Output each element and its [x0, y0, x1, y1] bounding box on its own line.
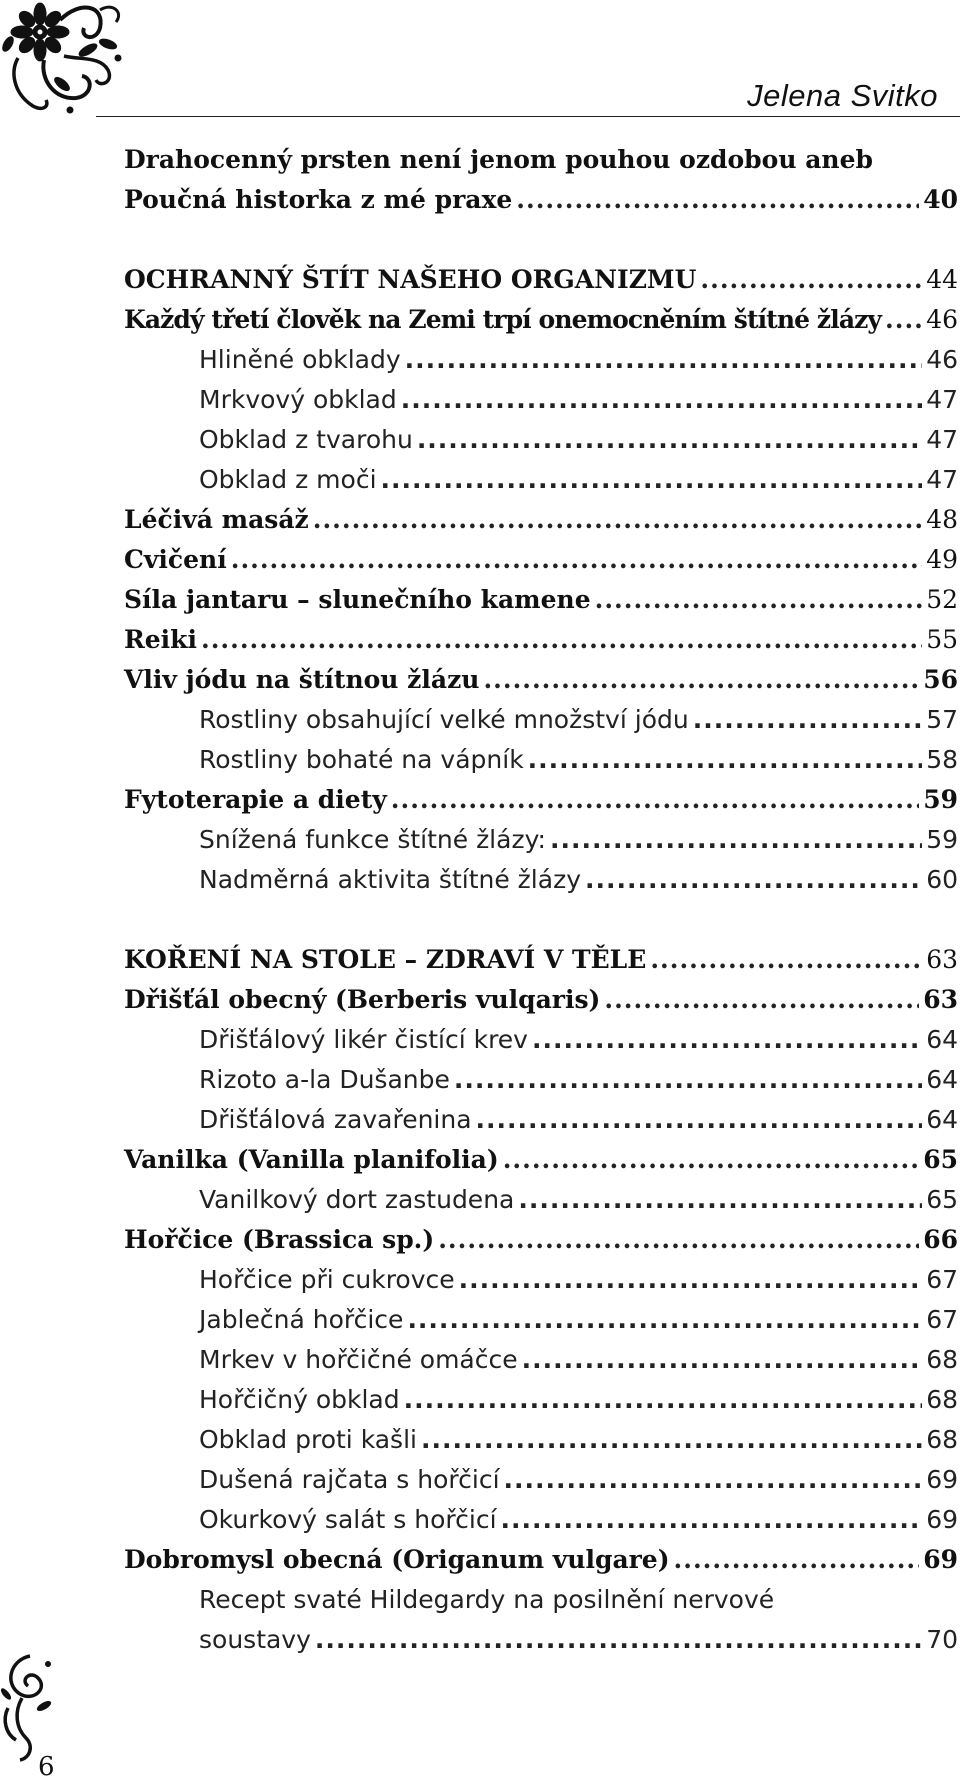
author-name: Jelena Svitko	[747, 78, 938, 113]
toc-entry[interactable]	[124, 300, 958, 340]
dot-leader	[650, 940, 922, 980]
toc-entry[interactable]	[124, 180, 958, 220]
dot-leader	[407, 1300, 922, 1340]
dot-leader	[504, 1460, 923, 1500]
dot-leader	[501, 1500, 923, 1540]
dot-leader	[401, 380, 922, 420]
dot-leader	[476, 1100, 923, 1140]
toc-entry-title: Vanilka (Vanilla planifolia)	[124, 1145, 499, 1174]
toc-entry-page: 59	[923, 785, 958, 814]
dot-leader	[417, 420, 922, 460]
toc-entry-page: 68	[926, 1385, 958, 1414]
dot-leader	[532, 1020, 922, 1060]
dot-leader	[528, 740, 923, 780]
dot-leader	[483, 660, 919, 700]
toc-entry-title: Vliv jódu na štítnou žlázu	[124, 665, 480, 694]
dot-leader	[421, 1420, 922, 1460]
toc-entry[interactable]	[124, 340, 958, 380]
dot-leader	[516, 180, 919, 220]
toc-entry-title: Léčivá masáž	[124, 505, 309, 534]
toc-entry[interactable]	[124, 1420, 958, 1460]
dot-leader	[885, 300, 922, 340]
page-number: 6	[38, 1752, 55, 1782]
toc-entry-page: 69	[926, 1465, 958, 1494]
toc-entry-title: Hořčice při cukrovce	[199, 1265, 455, 1294]
toc-entry-title: Vanilkový dort zastudena	[199, 1185, 515, 1214]
dot-leader	[674, 1540, 920, 1580]
toc-entry-title: Poučná historka z mé praxe	[124, 185, 513, 214]
dot-leader	[315, 1620, 922, 1660]
toc-entry-title: Hořčičný obklad	[199, 1385, 400, 1414]
toc-entry-title: KOŘENÍ NA STOLE – ZDRAVÍ V TĚLE	[124, 945, 647, 974]
toc-entry-page: 68	[926, 1345, 958, 1374]
toc-entry[interactable]	[124, 260, 958, 300]
toc-entry-title: OCHRANNÝ ŠTÍT NAŠEHO ORGANIZMU	[124, 265, 697, 294]
scroll-ornament-icon	[0, 1650, 70, 1786]
section-gap	[124, 220, 958, 260]
dot-leader	[700, 260, 922, 300]
toc-entry-title: Obklad z tvarohu	[199, 425, 413, 454]
dot-leader	[313, 500, 922, 540]
toc-entry[interactable]	[124, 1060, 958, 1100]
toc-entry-page: 49	[926, 545, 958, 574]
toc-entry-page: 46	[926, 305, 958, 334]
toc-entry-title: Dušená rajčata s hořčicí	[199, 1465, 500, 1494]
toc-entry-page: 47	[926, 425, 958, 454]
dot-leader	[391, 780, 919, 820]
toc-entry-page: 66	[923, 1225, 958, 1254]
toc-entry[interactable]	[124, 140, 958, 180]
toc-entry-page: 57	[926, 705, 958, 734]
toc-entry-page: 68	[926, 1425, 958, 1454]
toc-entry-title: Recept svaté Hildegardy na posilnění nervové	[199, 1585, 775, 1614]
toc-entry-page: 69	[926, 1505, 958, 1534]
toc-entry[interactable]	[124, 1500, 958, 1540]
dot-leader	[405, 340, 923, 380]
toc-entry-page: 55	[926, 625, 958, 654]
toc-entry[interactable]	[124, 1100, 958, 1140]
toc-entry-title: soustavy	[199, 1625, 311, 1654]
toc-entry-page: 47	[926, 385, 958, 414]
toc-entry-page: 70	[926, 1625, 958, 1654]
floral-ornament-icon	[0, 0, 130, 120]
dot-leader	[503, 1140, 920, 1180]
toc-entry[interactable]	[124, 1620, 958, 1660]
toc-entry-page: 67	[926, 1265, 958, 1294]
toc-entry-page: 67	[926, 1305, 958, 1334]
dot-leader	[522, 1340, 923, 1380]
toc-entry-page: 52	[926, 585, 958, 614]
toc-entry-title: Dřišťál obecný (Berberis vulqaris)	[124, 985, 601, 1014]
toc-entry[interactable]	[124, 380, 958, 420]
toc-entry-page: 47	[926, 465, 958, 494]
toc-entry-title: Cvičení	[124, 545, 227, 574]
toc-entry-title: Každý třetí člověk na Zemi trpí onemocněním štítné žlázy	[124, 305, 882, 334]
toc-entry[interactable]	[124, 1180, 958, 1220]
header-rule	[96, 116, 960, 117]
dot-leader	[595, 580, 923, 620]
toc-entry[interactable]	[124, 1540, 958, 1580]
toc-entry[interactable]	[124, 980, 958, 1020]
toc-entry-page: 65	[923, 1145, 958, 1174]
toc-entry-page: 64	[926, 1065, 958, 1094]
toc-entry[interactable]	[124, 1580, 958, 1620]
toc-entry-title: Obklad proti kašli	[199, 1425, 417, 1454]
toc-entry[interactable]	[124, 500, 958, 540]
toc-entry-title: Mrkvový obklad	[199, 385, 397, 414]
toc-entry-page: 48	[926, 505, 958, 534]
dot-leader	[550, 820, 922, 860]
toc-entry[interactable]	[124, 460, 958, 500]
dot-leader	[693, 700, 922, 740]
dot-leader	[404, 1380, 923, 1420]
toc-entry-title: Hořčice (Brassica sp.)	[124, 1225, 435, 1254]
dot-leader	[454, 1060, 922, 1100]
toc-entry[interactable]	[124, 1140, 958, 1180]
toc-entry[interactable]	[124, 1460, 958, 1500]
toc-entry-title: Obklad z moči	[199, 465, 377, 494]
dot-leader	[518, 1180, 922, 1220]
toc-entry[interactable]	[124, 1380, 958, 1420]
toc-entry-page: 59	[926, 825, 958, 854]
section-gap	[124, 900, 958, 940]
toc-entry[interactable]	[124, 540, 958, 580]
toc-entry-title: Jablečná hořčice	[199, 1305, 404, 1334]
toc-entry[interactable]	[124, 700, 958, 740]
toc-entry[interactable]	[124, 820, 958, 860]
toc-entry-title: Nadměrná aktivita štítné žlázy	[199, 865, 581, 894]
toc-entry[interactable]	[124, 1300, 958, 1340]
toc-entry[interactable]	[124, 780, 958, 820]
toc-entry-title: Dřišťálový likér čistící krev	[199, 1025, 528, 1054]
toc-entry[interactable]	[124, 620, 958, 660]
toc-entry-page: 63	[926, 945, 958, 974]
toc-entry-title: Rostliny bohaté na vápník	[199, 745, 524, 774]
toc-entry-title: Rostliny obsahující velké množství jódu	[199, 705, 689, 734]
toc-entry-title: Mrkev v hořčičné omáčce	[199, 1345, 518, 1374]
dot-leader	[201, 620, 922, 660]
toc-entry[interactable]	[124, 420, 958, 460]
toc-entry-page: 60	[926, 865, 958, 894]
toc-entry-page: 56	[923, 665, 958, 694]
toc-entry-page: 40	[923, 185, 958, 214]
dot-leader	[438, 1220, 919, 1260]
toc-entry[interactable]	[124, 860, 958, 900]
toc-entry[interactable]	[124, 1260, 958, 1300]
toc-entry[interactable]	[124, 940, 958, 980]
toc-entry-page: 44	[926, 265, 958, 294]
toc-entry-page: 46	[926, 345, 958, 374]
toc-entry-title: Hliněné obklady	[199, 345, 401, 374]
toc-entry[interactable]	[124, 740, 958, 780]
toc-entry[interactable]	[124, 1020, 958, 1060]
toc-entry-title: Okurkový salát s hořčicí	[199, 1505, 497, 1534]
toc-entry[interactable]	[124, 660, 958, 700]
toc-entry-title: Síla jantaru – slunečního kamene	[124, 585, 591, 614]
toc-entry-title: Snížená funkce štítné žlázy:	[199, 825, 546, 854]
toc-entry-title: Reiki	[124, 625, 197, 654]
toc-entry-title: Dřišťálová zavařenina	[199, 1105, 472, 1134]
dot-leader	[604, 980, 919, 1020]
toc-entry-title: Rizoto a-la Dušanbe	[199, 1065, 450, 1094]
toc-entry[interactable]	[124, 580, 958, 620]
dot-leader	[459, 1260, 923, 1300]
toc-entry-page: 64	[926, 1105, 958, 1134]
toc-entry-page: 65	[926, 1185, 958, 1214]
dot-leader	[585, 860, 922, 900]
toc-entry-title: Fytoterapie a diety	[124, 785, 387, 814]
dot-leader	[231, 540, 922, 580]
toc-entry-page: 63	[923, 985, 958, 1014]
table-of-contents	[124, 140, 958, 1660]
toc-entry[interactable]	[124, 1340, 958, 1380]
toc-entry-title: Dobromysl obecná (Origanum vulgare)	[124, 1545, 670, 1574]
dot-leader	[381, 460, 923, 500]
toc-entry-title: Drahocenný prsten není jenom pouhou ozdobou aneb	[124, 145, 873, 174]
toc-entry-page: 64	[926, 1025, 958, 1054]
toc-entry[interactable]	[124, 1220, 958, 1260]
toc-entry-page: 58	[926, 745, 958, 774]
toc-entry-page: 69	[923, 1545, 958, 1574]
